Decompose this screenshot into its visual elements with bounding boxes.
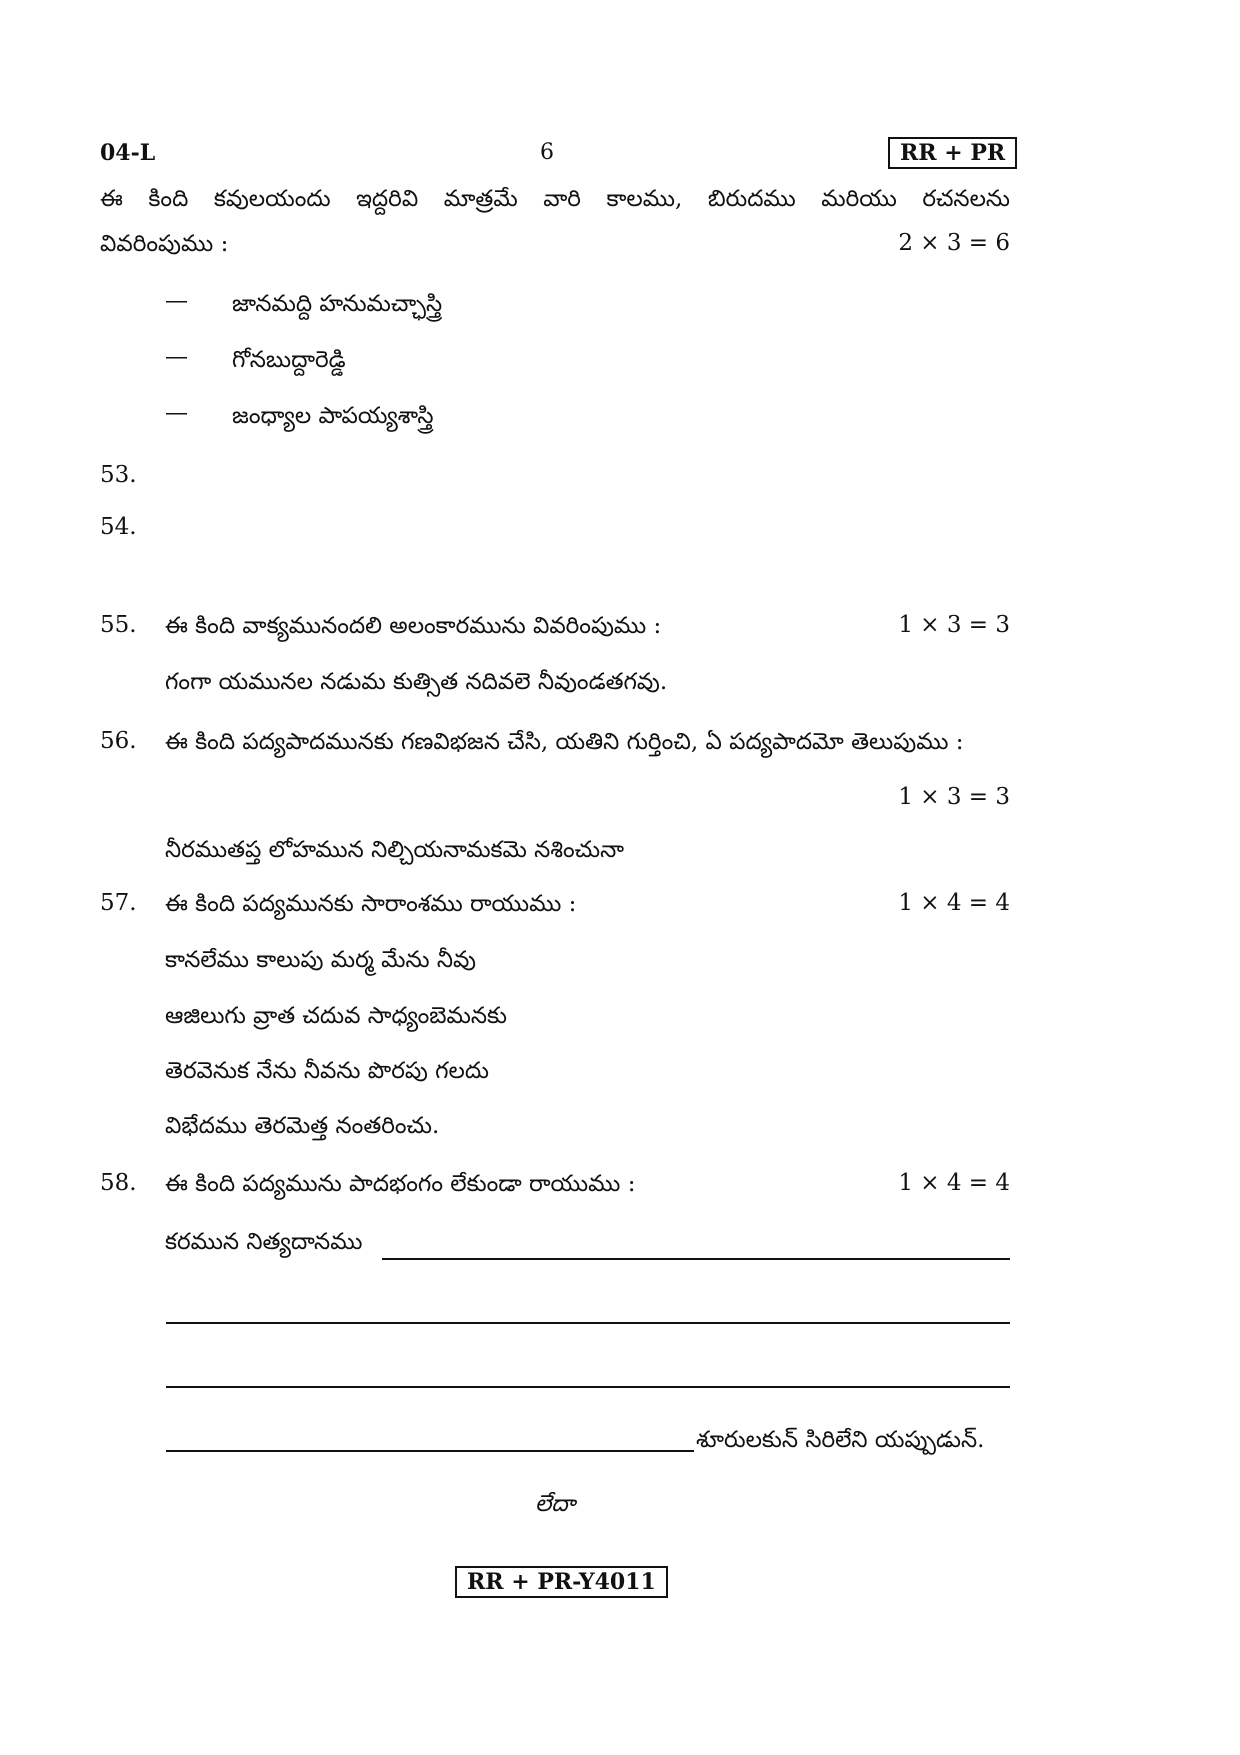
- question-56-verse: నీరముతప్త లోహమున నిల్చియనామకమె నశించునా: [165, 837, 624, 863]
- footer-code-box: RR + PR-Y4011: [455, 1566, 668, 1598]
- question-57-text: ఈ కింది పద్యమునకు సారాంశము రాయుము :: [165, 891, 577, 917]
- poem-line: విభేదము తెరమెత్త నంతరించు.: [165, 1113, 440, 1139]
- paper-code: 04-L: [100, 140, 156, 166]
- question-55-text: ఈ కింది వాక్యమునందలి అలంకారమును వివరింపుము :: [165, 613, 662, 639]
- intro-marks: 2 × 3 = 6: [898, 230, 1010, 256]
- question-number-56: 56.: [100, 728, 137, 754]
- poem-line: ఆజిలుగు వ్రాత చదువ సాధ్యంబెమనకు: [165, 1003, 507, 1029]
- question-number-54: 54.: [100, 514, 137, 540]
- option-dash: —: [165, 288, 188, 314]
- question-number-58: 58.: [100, 1170, 137, 1196]
- question-55-marks: 1 × 3 = 3: [898, 612, 1010, 638]
- question-number-55: 55.: [100, 612, 137, 638]
- intro-line-1: ఈ కింది కవులయందు ఇద్దరివి మాత్రమే వారి కాలము, బిరుదము మరియు రచనలను: [100, 186, 1010, 212]
- option-text: గోనబుద్దారెడ్డి: [232, 347, 346, 373]
- poem-line: కానలేము కాలుపు మర్మ మేను నీవు: [165, 947, 476, 973]
- question-57-marks: 1 × 4 = 4: [898, 890, 1010, 916]
- answer-line[interactable]: [166, 1450, 694, 1452]
- answer-line[interactable]: [166, 1386, 1010, 1388]
- verse-end-text: శూరులకున్ సిరిలేని యప్పుడున్.: [696, 1427, 985, 1453]
- question-56-marks: 1 × 3 = 3: [898, 784, 1010, 810]
- question-58-text: ఈ కింది పద్యమును పాదభంగం లేకుండా రాయుము :: [165, 1171, 636, 1197]
- question-number-57: 57.: [100, 890, 137, 916]
- option-text: జానమద్ది హనుమచ్ఛాస్త్రి: [232, 291, 443, 317]
- page-number: 6: [540, 140, 554, 165]
- question-58-marks: 1 × 4 = 4: [898, 1170, 1010, 1196]
- or-label: లేదా: [535, 1491, 576, 1517]
- answer-line[interactable]: [382, 1258, 1010, 1260]
- answer-line[interactable]: [166, 1322, 1010, 1324]
- option-dash: —: [165, 400, 188, 426]
- question-55-sentence: గంగా యమునల నడుమ కుత్సిత నదివలె నీవుండతగవు.: [165, 669, 668, 695]
- poem-line: తెరవెనుక నేను నీవను పొరపు గలదు: [165, 1058, 490, 1084]
- question-56-text: ఈ కింది పద్యపాదమునకు గణవిభజన చేసి, యతిని గుర్తించి, ఏ పద్యపాదమో తెలుపుము :: [165, 729, 964, 755]
- option-text: జంధ్యాల పాపయ్యశాస్త్రి: [232, 403, 434, 429]
- verse-start-text: కరమున నిత్యదానము: [165, 1229, 363, 1255]
- option-dash: —: [165, 344, 188, 370]
- intro-line-2: వివరింపుము :: [100, 231, 229, 257]
- question-number-53: 53.: [100, 462, 137, 488]
- series-box: RR + PR: [888, 137, 1017, 169]
